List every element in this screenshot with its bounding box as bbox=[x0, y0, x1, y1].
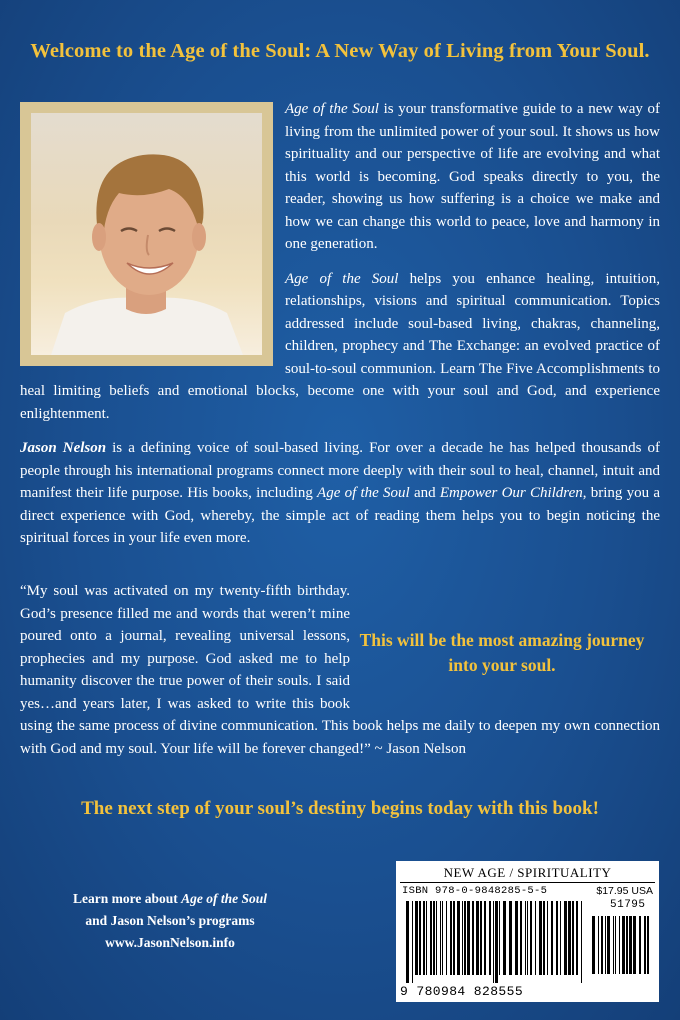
pull-quote: This will be the most amazing journey into your soul. bbox=[359, 630, 645, 675]
barcode-addon-bars bbox=[592, 916, 652, 982]
barcode-bar bbox=[520, 901, 522, 975]
author-name: Jason Nelson bbox=[20, 440, 107, 456]
barcode-bar bbox=[412, 901, 413, 983]
barcode-bar bbox=[457, 901, 460, 975]
barcode-bar bbox=[406, 901, 409, 983]
tagline: The next step of your soul’s destiny begins today with this book! bbox=[81, 798, 599, 819]
barcode-bar bbox=[592, 916, 595, 974]
barcode-bar bbox=[499, 901, 500, 975]
book-price: $17.95 USA bbox=[596, 885, 653, 897]
barcode-bar bbox=[503, 901, 506, 975]
barcode-bar bbox=[467, 901, 470, 975]
barcode-bar bbox=[629, 916, 632, 974]
barcode-bar bbox=[423, 901, 425, 975]
barcode-bar bbox=[462, 901, 463, 975]
barcode-bar bbox=[572, 901, 574, 975]
barcode-bar bbox=[551, 901, 553, 975]
barcode-bar bbox=[489, 901, 491, 975]
barcode-bar bbox=[464, 901, 466, 975]
barcode-bar bbox=[493, 901, 494, 983]
barcode-bar bbox=[530, 901, 532, 975]
barcode-bar bbox=[415, 901, 418, 975]
barcode-bar bbox=[484, 901, 486, 975]
barcode-bar bbox=[495, 901, 498, 983]
author-quote: “My soul was activated on my twenty-fifth birthday. God’s presence filled me and words that weren’t mine poured onto a journal, revealing universal lessons, prophecies and my purpose. God asked me to help humanity discover the true power of their souls. I said yes…and years later, I was asked to write this book using the same process of divine communication. This book helps me daily to deepen my own connection with God and my soul. Your life will be forever changed!” ~ Jason Nelson bbox=[20, 583, 660, 757]
barcode-bar bbox=[605, 916, 606, 974]
barcode-bar bbox=[543, 901, 545, 975]
barcode-bar bbox=[613, 916, 614, 974]
learn-more-line-1: Learn more about Age of the Soul bbox=[72, 891, 267, 906]
barcode-bar bbox=[430, 901, 432, 975]
isbn-number: ISBN 978-0-9848285-5-5 bbox=[402, 885, 548, 897]
barcode-bar bbox=[564, 901, 567, 975]
barcode-bar bbox=[480, 901, 482, 975]
barcode-bar bbox=[622, 916, 625, 974]
barcode-bar bbox=[446, 901, 447, 975]
barcode-category: NEW AGE / SPIRITUALITY bbox=[443, 865, 612, 880]
barcode-bar bbox=[547, 901, 548, 975]
barcode-bar bbox=[433, 901, 435, 975]
barcode-bar bbox=[515, 901, 518, 975]
barcode-bar bbox=[436, 901, 437, 975]
barcode-bar bbox=[639, 916, 641, 974]
barcode-addon-number: 51795 bbox=[610, 899, 646, 911]
barcode-bar bbox=[440, 901, 441, 975]
barcode-bar bbox=[419, 901, 421, 975]
barcode-bar bbox=[644, 916, 646, 974]
barcode-bar bbox=[556, 901, 558, 975]
barcode-bar bbox=[568, 901, 571, 975]
barcode-bar bbox=[598, 916, 599, 974]
barcode-bar bbox=[615, 916, 616, 974]
barcode-bar bbox=[539, 901, 542, 975]
barcode-bar bbox=[509, 901, 512, 975]
barcode-bar bbox=[442, 901, 443, 975]
barcode-bar bbox=[426, 901, 427, 975]
barcode-bar bbox=[453, 901, 455, 975]
barcode-bar bbox=[476, 901, 479, 975]
barcode-bar bbox=[619, 916, 620, 974]
website-link[interactable]: www.JasonNelson.info bbox=[105, 935, 235, 950]
barcode-bar bbox=[581, 901, 582, 983]
barcode-bar bbox=[601, 916, 603, 974]
author-bio-paragraph: Jason Nelson is a defining voice of soul-based living. For over a decade he has helped thousands of people through his international programs connect more deeply with their soul to heal, channel, intuit and manifest their life purpose. His books, including Age of the Soul and Empower Our Children, bring you a direct experience with God, whereby, the simple act of reading them helps you to begin noticing the spiritual forces in your life even more. bbox=[20, 440, 661, 546]
barcode-bar bbox=[472, 901, 474, 975]
cover-heading: Welcome to the Age of the Soul: A New Way of Living from Your Soul. bbox=[30, 40, 650, 62]
book-title: Age of the Soul bbox=[285, 270, 399, 287]
intro-paragraph-2: Age of the Soul helps you enhance healing, intuition, relationships, visions and spiritual communication. Topics addressed include soul-based living, chakras, channeling, children, prophecy and The Exchange: an evolved practice of soul-to-soul communion. Learn The Five Accomplishments to heal limiting beliefs and emotional blocks, become one with your soul and God, and experience enlightenment. bbox=[20, 270, 661, 422]
barcode-bar bbox=[607, 916, 610, 974]
barcode-bars bbox=[406, 901, 584, 983]
barcode-bar bbox=[560, 901, 561, 975]
learn-more-block bbox=[40, 888, 300, 954]
ean-number: 9 780984 828555 bbox=[400, 984, 524, 999]
learn-more-line-2: and Jason Nelson’s programs bbox=[85, 913, 255, 928]
barcode-bar bbox=[535, 901, 536, 975]
barcode-bar bbox=[450, 901, 452, 975]
barcode-bar bbox=[626, 916, 628, 974]
intro-paragraph-1: Age of the Soul is your transformative guide to a new way of living from the unlimited power of your soul. It shows us how spirituality and our perspective of life are evolving and what this world is becoming. God speaks directly to you, the reader, showing us how suffering is a choice we make and how we can change this world to peace, love and harmony in one generation. bbox=[285, 101, 661, 252]
description-text bbox=[20, 98, 660, 562]
barcode-bar bbox=[633, 916, 636, 974]
book-title: Age of the Soul bbox=[285, 101, 379, 117]
barcode-bar bbox=[527, 901, 528, 975]
barcode-bar bbox=[525, 901, 526, 975]
barcode-bar bbox=[576, 901, 578, 975]
barcode-bar bbox=[647, 916, 649, 974]
barcode-box bbox=[396, 861, 659, 1002]
